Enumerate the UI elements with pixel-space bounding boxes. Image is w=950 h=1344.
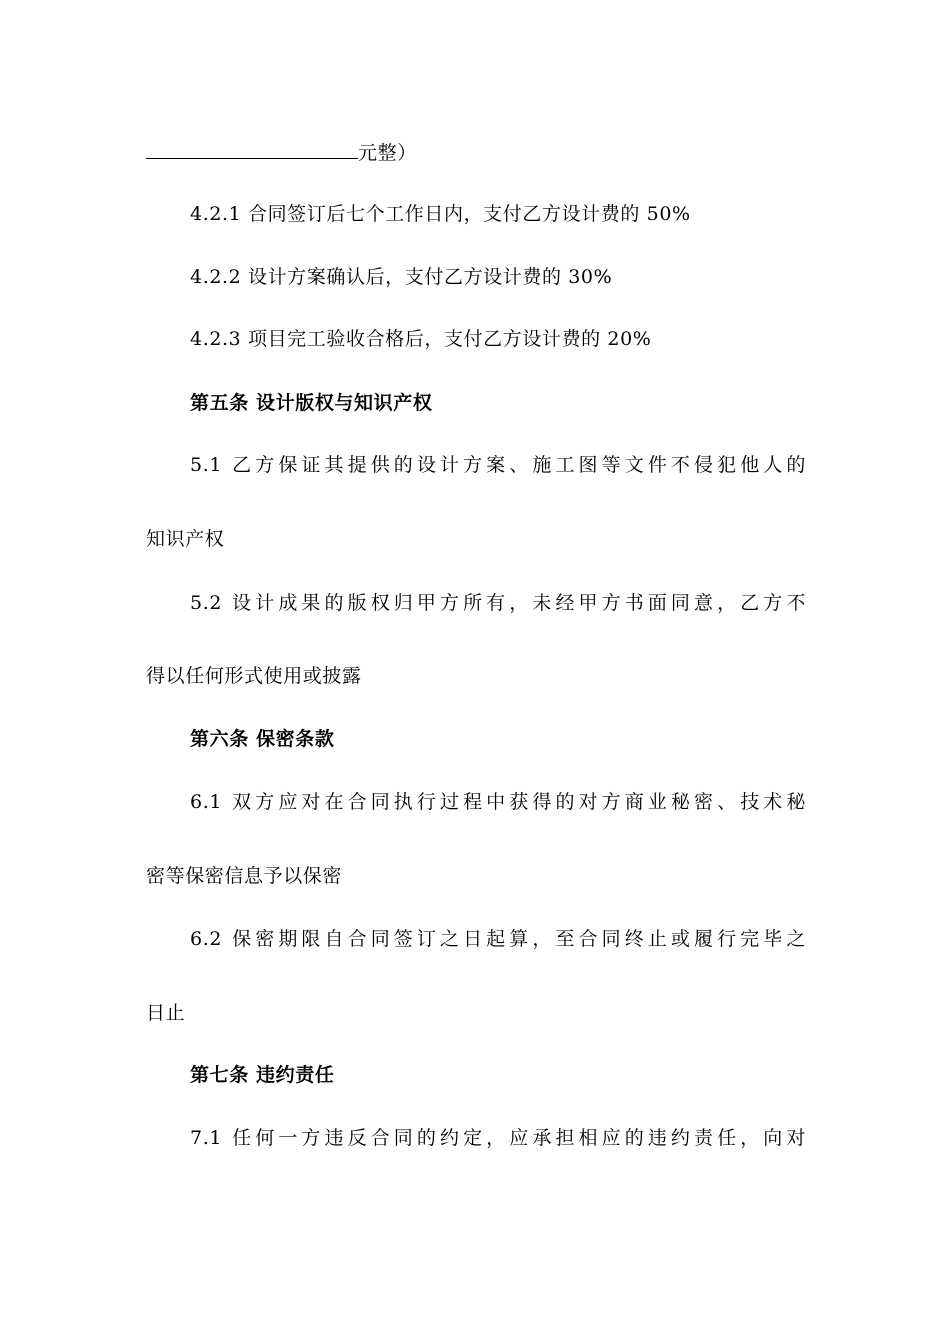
clause-6-2-line-2: 日止 [146,1002,186,1024]
article-6-heading: 第六条 保密条款 [190,728,335,750]
article-7-heading: 第七条 违约责任 [190,1064,335,1086]
amount-blank [146,138,358,159]
clause-5-1-line-2: 知识产权 [146,528,225,550]
clause-7-1-line-1: 7.1 任何一方违反合同的约定，应承担相应的违约责任，向对 [190,1127,806,1149]
clause-6-1-line-2: 密等保密信息予以保密 [146,865,343,887]
clause-5-1-line-1: 5.1 乙方保证其提供的设计方案、施工图等文件不侵犯他人的 [190,454,806,476]
payment-item-3: 4.2.3 项目完工验收合格后，支付乙方设计费的 20% [190,328,652,350]
clause-6-1-line-1: 6.1 双方应对在合同执行过程中获得的对方商业秘密、技术秘 [190,791,806,813]
amount-line-suffix: 元整） [358,142,417,164]
payment-item-1: 4.2.1 合同签订后七个工作日内，支付乙方设计费的 50% [190,203,691,225]
amount-line [146,138,806,167]
clause-5-2-line-2: 得以任何形式使用或披露 [146,665,362,687]
clause-5-2-line-1: 5.2 设计成果的版权归甲方所有，未经甲方书面同意，乙方不 [190,592,806,614]
article-5-heading: 第五条 设计版权与知识产权 [190,392,433,414]
clause-6-2-line-1: 6.2 保密期限自合同签订之日起算，至合同终止或履行完毕之 [190,928,806,950]
payment-item-2: 4.2.2 设计方案确认后，支付乙方设计费的 30% [190,266,613,288]
